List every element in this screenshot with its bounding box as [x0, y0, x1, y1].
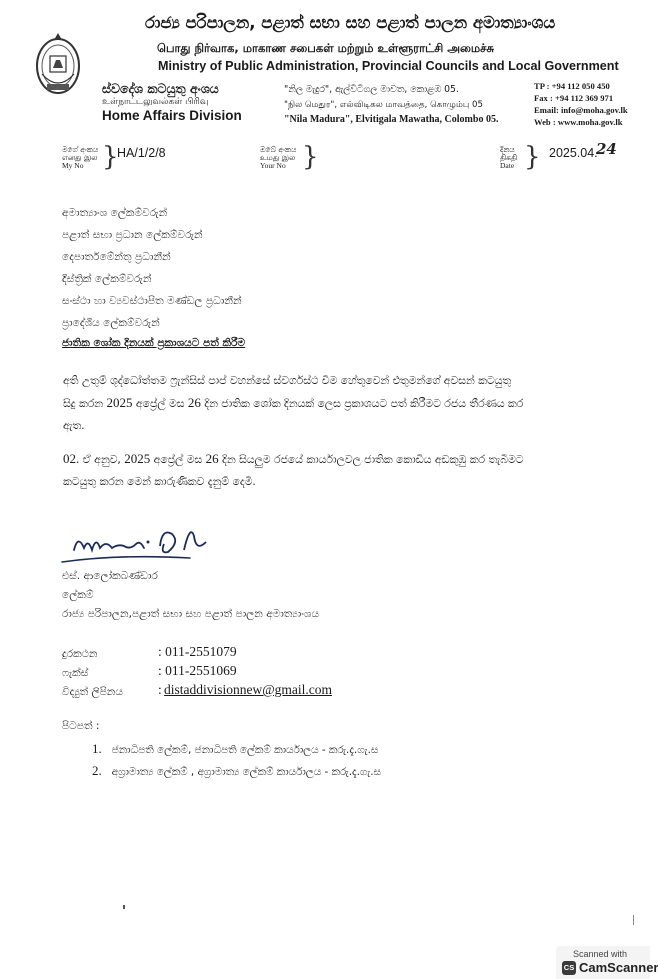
address-tamil: "நில மெதுர", எல்விடிகல மாவத்தை, கொழும்பு 05: [284, 100, 483, 110]
signatory-title: ලේකම්: [62, 589, 94, 601]
cc-label: පිටපත් :: [62, 720, 100, 732]
paragraph-1: අති උතුම් ශුද්ධෝත්තම ෆ්‍රැන්සිස් පාප් වහන්සේ ස්වර්ගස්ථ වීම හේතුවෙන් එතුමන්ගේ අවසන් කටයුතු සිදු කරන 2025 අප්‍රේල් මස 26 දින ජාතික ශෝක දිනයක් ලෙස ප්‍රකාශයට පත් කිරීමට රජය තීරණය කර ඇත.: [63, 374, 524, 432]
division-tamil: உள்நாட்டலுவல்கள் பிரிவு: [102, 97, 209, 107]
ministry-title-tamil: பொது நிர்வாக, மாகாண சபைகள் மற்றும் உள்ளூராட்சி அமைச்சு: [157, 41, 495, 55]
camscanner-name: CamScanner: [579, 960, 658, 975]
stray-mark: [633, 915, 634, 925]
date-brace: }: [524, 142, 541, 172]
fax-label: ෆැක්ස්: [62, 667, 89, 679]
header-web: Web : www.moha.gov.lk: [534, 117, 623, 127]
ministry-title-english: Ministry of Public Administration, Provincial Councils and Local Government: [158, 59, 619, 73]
fax-value: : 011-2551069: [158, 663, 237, 678]
division-english: Home Affairs Division: [102, 108, 242, 123]
my-no-value: HA/1/2/8: [117, 146, 166, 160]
cc-item: 1. ජනාධිපති ලේකම්, ජනාධිපති ලේකම් කාර්යාලය - කරු.දැ.ගැ.ස: [92, 741, 379, 756]
division-sinhala: ස්වදේශ කටයුතු අංශය: [102, 81, 219, 96]
signature-image: [60, 518, 230, 568]
recipient-line: ප්‍රාදේශීය ලේකම්වරුන්: [62, 317, 160, 329]
your-no-label: ඔබේ අංකය உமது இல Your No: [260, 145, 297, 170]
recipient-line: දිස්ත්‍රික් ලේකම්වරුන්: [62, 273, 152, 285]
header-phone: TP : +94 112 050 450: [534, 81, 610, 91]
recipient-line: දෙපාර්තමේන්තු ප්‍රධානීන්: [62, 251, 171, 263]
address-sinhala: "නිල මැදුර", ඇල්විටිගල මාවත, කොළඹ 05.: [284, 84, 459, 95]
your-no-brace: }: [302, 142, 319, 172]
email-prefix: :: [158, 682, 162, 697]
my-no-label: මගේ අංකය எனது இல My No: [62, 145, 99, 170]
email-link[interactable]: distaddivisionnew@gmail.com: [164, 682, 333, 697]
email-label: විද්‍යුත් ලිපිනය: [62, 686, 124, 698]
stray-mark: [123, 905, 125, 909]
subject-heading: ජාතික ශෝක දිනයක් ප්‍රකාශයට පත් කිරීම: [62, 337, 246, 349]
camscanner-logo-icon: CS: [562, 961, 576, 975]
cc-item: 2. අග්‍රාමාත්‍ය ලේකම් , අග්‍රාමාත්‍ය ලේකම් කාර්යාලය - කරු.දැ.ගැ.ස: [92, 763, 382, 778]
sri-lanka-emblem-icon: [33, 30, 83, 96]
date-value: 2025.04.: [549, 146, 598, 160]
header-fax: Fax : +94 112 369 971: [534, 93, 614, 103]
camscanner-caption: Scanned with: [573, 949, 628, 959]
date-handwritten: 24: [596, 140, 617, 158]
date-label: දිනය திகதி Date: [500, 145, 518, 170]
phone-value: : 011-2551079: [158, 644, 237, 659]
signatory-name: එස්. ආලෝකබණ්ඩාර: [62, 570, 158, 582]
recipient-line: පළාත් සභා ප්‍රධාන ලේකම්වරුන්: [62, 229, 203, 241]
recipient-line: සංස්ථා හා ව්‍යවස්ථාපිත මණ්ඩල ප්‍රධානීන්: [62, 295, 242, 307]
ministry-title-sinhala: රාජ්‍ය පරිපාලන, පළාත් සභා සහ පළාත් පාලන අමාත්‍යාංශය: [145, 13, 556, 32]
address-english: "Nila Madura", Elvitigala Mawatha, Colombo 05.: [284, 114, 499, 125]
recipient-line: අමාත්‍යාංශ ලේකම්වරුන්: [62, 207, 168, 219]
my-no-brace: }: [102, 142, 119, 172]
signatory-ministry: රාජ්‍ය පරිපාලන,පළාත් සභා සහ පළාත් පාලන අමාත්‍යාංශය: [62, 608, 320, 620]
phone-label: දුරකථන: [62, 648, 98, 660]
paragraph-2: 02. ඒ අනුව, 2025 අප්‍රේල් මස 26 දින සියලුම රජයේ කාර්යාලවල ජාතික කොඩිය අඩකුඹු කර තැබීමට කටයුතු කරන මෙන් කාරුණිකව දැනුම් දෙමි.: [63, 451, 524, 488]
header-email: Email: info@moha.gov.lk: [534, 105, 628, 115]
